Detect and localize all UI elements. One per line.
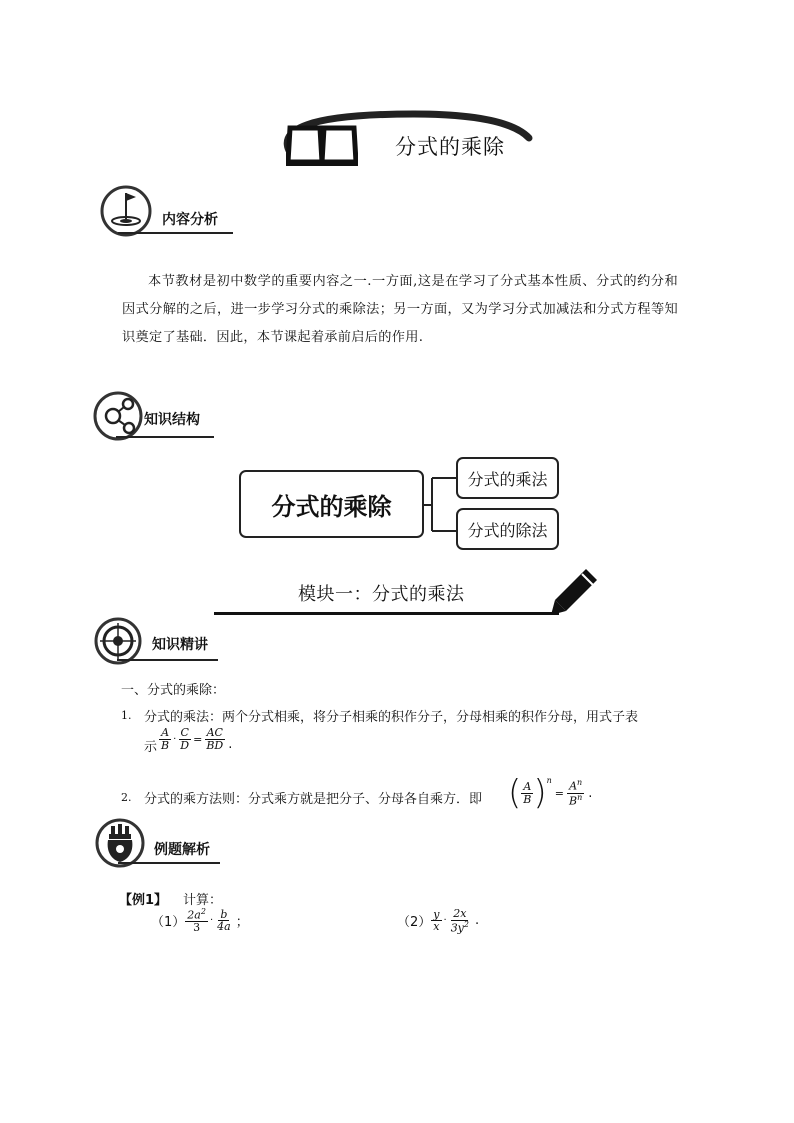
- content-paragraph-text: 本节教材是初中数学的重要内容之一.一方面,这是在学习了分式基本性质、分式的约分和因式分解的之后，进一步学习分式的乘除法；另一方面，又为学习分式加减法和分式方程等知识奠定了基础．因此，本节课起着承前启后的作用.: [122, 274, 678, 345]
- frac-numerator: C: [180, 726, 189, 740]
- frac-numerator: A: [523, 779, 532, 793]
- semicolon: ；: [235, 915, 249, 931]
- frac-numerator: AC: [206, 726, 223, 740]
- fraction-c-over-d: [178, 727, 191, 751]
- section-underline: [116, 436, 214, 438]
- denominator-base: B: [569, 794, 578, 808]
- dot-operator: ·: [443, 915, 447, 927]
- q1-n1: 2a: [187, 908, 201, 922]
- structure-connector: [424, 475, 460, 535]
- numerator-base: A: [569, 779, 578, 793]
- fraction-a-over-b-power: [521, 781, 533, 805]
- example-q1: [151, 908, 249, 934]
- dot-operator: ·: [209, 915, 214, 927]
- frac-denominator: D: [180, 739, 190, 752]
- q1-number: （1）: [151, 915, 186, 931]
- frac-denominator: B: [523, 792, 532, 806]
- chess-piece-icon: [94, 818, 150, 868]
- fraction-ac-over-bd: [204, 727, 225, 751]
- q2-exp2: 2: [463, 919, 469, 929]
- q2-n2: 2x: [453, 907, 467, 920]
- equals-sign: =: [554, 786, 564, 800]
- period: .: [228, 737, 233, 752]
- section-title-examples: 例题解析: [154, 842, 210, 858]
- q1-exp1: 2: [200, 907, 206, 916]
- q2-fraction-2: [449, 908, 471, 934]
- content-paragraph: [122, 268, 678, 352]
- example-q2: [397, 908, 479, 934]
- q2-n1: y: [433, 907, 440, 921]
- item2-formula: [508, 773, 593, 813]
- module-underline: [214, 612, 559, 615]
- period: .: [588, 785, 593, 801]
- numerator-exponent: n: [577, 778, 583, 788]
- section-underline: [117, 659, 218, 661]
- denominator-exponent: n: [577, 792, 583, 802]
- exponent-n: n: [546, 776, 552, 785]
- left-paren: (: [508, 773, 522, 813]
- q1-d1: 3: [193, 921, 201, 935]
- fraction-a-over-b: [159, 727, 171, 751]
- period: .: [475, 913, 480, 929]
- q1-fraction-1: [185, 908, 208, 934]
- example-label: 【例1】: [119, 893, 168, 908]
- knowledge-heading: 一、分式的乘除：: [121, 683, 226, 698]
- item2-number: 2.: [121, 791, 132, 804]
- section-underline: [118, 232, 233, 234]
- open-book-icon: [286, 122, 358, 166]
- target-icon: [92, 617, 146, 665]
- item1-cont-text: 示: [144, 740, 158, 755]
- item1-formula-line: [144, 724, 232, 755]
- item2-text: 分式的乘方法则：分式乘方就是把分子、分母各自乘方．即: [144, 792, 483, 807]
- section-title-content-analysis: 内容分析: [162, 212, 218, 228]
- flag-target-icon: [98, 185, 154, 237]
- structure-node-division: 分式的除法: [456, 508, 559, 550]
- section-underline: [118, 862, 220, 864]
- q2-d2: 3y: [450, 921, 464, 935]
- q1-d2: 4a: [217, 920, 231, 934]
- dot-operator: ·: [173, 734, 177, 745]
- example-prompt: 计算：: [183, 893, 223, 908]
- frac-numerator: A: [161, 726, 170, 740]
- q2-number: （2）: [397, 915, 432, 931]
- fraction-an-over-bn: [567, 779, 584, 806]
- frac-denominator: B: [161, 739, 170, 752]
- q1-n2: b: [220, 907, 228, 921]
- module-title: 模块一：分式的乘法: [298, 584, 465, 605]
- section-title-knowledge-structure: 知识结构: [144, 412, 200, 428]
- pencil-icon: [548, 566, 600, 618]
- q2-d1: x: [433, 920, 440, 934]
- section-title-knowledge-explain: 知识精讲: [152, 637, 208, 653]
- item1-text: 分式的乘法：两个分式相乘，将分子相乘的积作分子，分母相乘的积作分母，用式子表: [144, 710, 639, 725]
- frac-denominator: BD: [206, 739, 224, 752]
- right-paren: ): [533, 773, 547, 813]
- structure-main-node: 分式的乘除: [239, 470, 424, 538]
- item1-number: 1.: [121, 709, 132, 722]
- network-icon: [92, 391, 148, 441]
- page-title: 分式的乘除: [395, 135, 505, 159]
- equals-sign: =: [193, 733, 203, 746]
- q2-fraction-1: [431, 909, 441, 933]
- structure-node-multiplication: 分式的乘法: [456, 457, 559, 499]
- q1-fraction-2: [215, 909, 233, 933]
